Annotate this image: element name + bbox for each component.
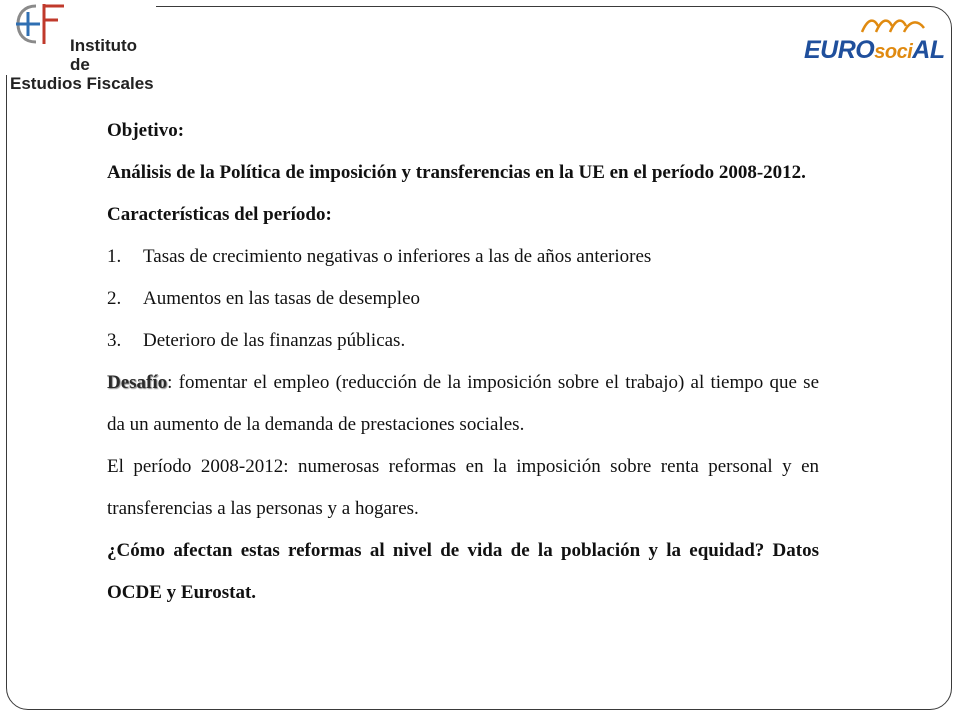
eurosocial-part2: soci [874, 41, 913, 63]
eurosocial-figures-icon [858, 14, 928, 36]
ief-logo-line2: Estudios Fiscales [10, 74, 154, 93]
objetivo-text: Análisis de la Política de imposición y transferencias en la UE en el período 2008-2012. [107, 162, 806, 183]
list-item-text: Aumentos en las tasas de desempleo [143, 288, 421, 309]
ief-logo-line1: Instituto de [70, 36, 138, 74]
list-item-number: 1. [107, 246, 122, 267]
slide-content [107, 110, 819, 614]
list-item [107, 236, 819, 278]
eurosocial-part1: EURO [804, 36, 875, 64]
desafio-text: : fomentar el empleo (reducción de la imposición sobre el trabajo) al tiempo que se da un aumento de la demanda de prestaciones sociales. [107, 372, 819, 435]
desafio-paragraph [107, 362, 819, 446]
list-item-text: Tasas de crecimiento negativas o inferiores a las de años anteriores [143, 246, 652, 267]
eurosocial-part3: AL [912, 36, 945, 64]
list-item-text: Deterioro de las finanzas públicas. [143, 330, 406, 351]
question-paragraph: ¿Cómo afectan estas reformas al nivel de vida de la población y la equidad? Datos OCDE y Eurostat. [107, 540, 819, 603]
ief-logo [6, 0, 156, 93]
list-item [107, 278, 819, 320]
list-item-number: 3. [107, 330, 122, 351]
list-item [107, 320, 819, 362]
eurosocial-logo [800, 14, 945, 69]
objetivo-heading: Objetivo: [107, 120, 185, 141]
periodo-paragraph: El período 2008-2012: numerosas reformas en la imposición sobre renta personal y en transferencias a las personas y a hogares. [107, 456, 819, 519]
desafio-label: Desafío [107, 372, 168, 393]
caracteristicas-heading: Características del período: [107, 204, 332, 225]
list-item-number: 2. [107, 288, 122, 309]
